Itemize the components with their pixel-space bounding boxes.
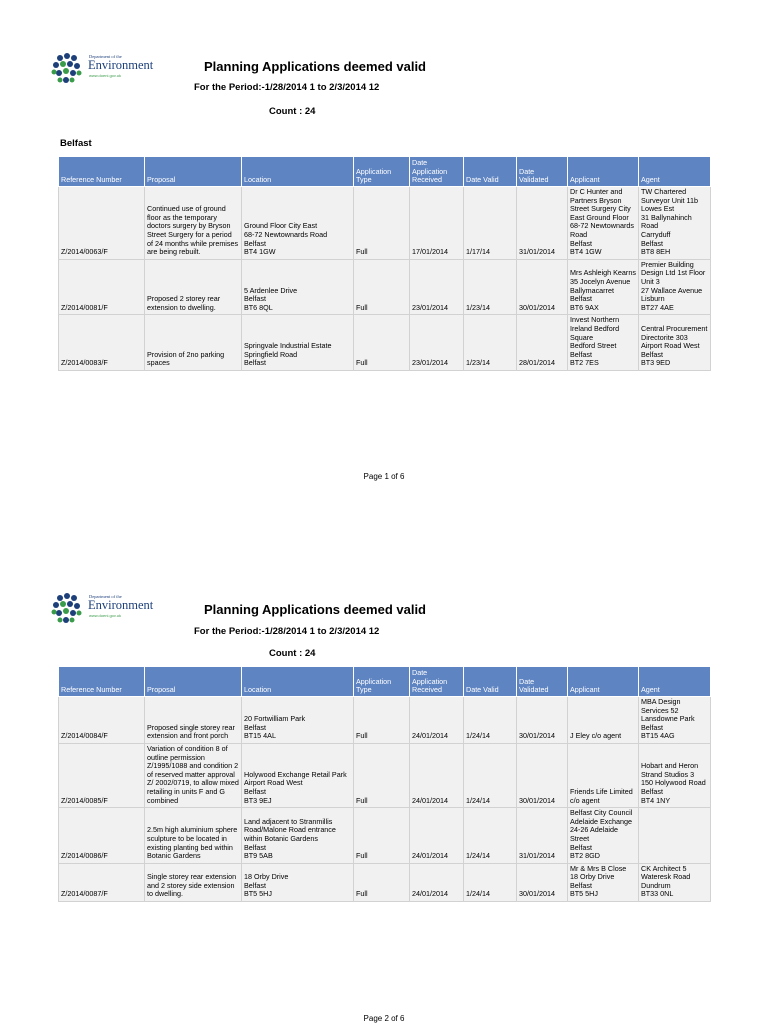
table-row: [59, 808, 711, 864]
column-header-applicant: Applicant: [568, 667, 639, 697]
column-header-agent: Agent: [639, 157, 711, 187]
logo-name-text: Environment: [88, 58, 154, 72]
cell-date-validated: 31/01/2014: [517, 808, 568, 864]
cell-applicant: Friends Life Limited c/o agent: [568, 743, 639, 807]
cell-application-type: Full: [354, 697, 410, 744]
cell-date-valid: 1/23/14: [464, 315, 517, 371]
cell-date-validated: 30/01/2014: [517, 259, 568, 315]
hexagon-cluster-icon: [50, 592, 86, 628]
column-header-proposal: Proposal: [145, 157, 242, 187]
logo-department-text: Department of the: [89, 54, 122, 59]
cell-location: Ground Floor City East 68-72 Newtownards Road Belfast BT4 1GW: [242, 187, 354, 260]
cell-application-type: Full: [354, 315, 410, 371]
table-header-row: [59, 157, 711, 187]
cell-reference: Z/2014/0063/F: [59, 187, 145, 260]
cell-location: 18 Orby Drive Belfast BT5 5HJ: [242, 863, 354, 901]
table-row: [59, 259, 711, 315]
cell-application-type: Full: [354, 863, 410, 901]
cell-date-valid: 1/23/14: [464, 259, 517, 315]
column-header-applicant: Applicant: [568, 157, 639, 187]
cell-date-received: 24/01/2014: [410, 863, 464, 901]
cell-date-valid: 1/17/14: [464, 187, 517, 260]
cell-proposal: 2.5m high aluminium sphere sculpture to be located in existing planting bed within Botanic Gardens: [145, 808, 242, 864]
cell-date-received: 24/01/2014: [410, 808, 464, 864]
cell-date-validated: 28/01/2014: [517, 315, 568, 371]
cell-date-valid: 1/24/14: [464, 697, 517, 744]
cell-location: Land adjacent to Stranmillis Road/Malone Road entrance within Botanic Gardens Belfast BT9 5AB: [242, 808, 354, 864]
cell-reference: Z/2014/0084/F: [59, 697, 145, 744]
column-header-reference: Reference Number: [59, 157, 145, 187]
hexagon-cluster-icon: [50, 52, 86, 88]
cell-applicant: Mrs Ashleigh Kearns 35 Jocelyn Avenue Ballymacarret Belfast BT6 9AX: [568, 259, 639, 315]
cell-proposal: Single storey rear extension and 2 storey side extension to dwelling.: [145, 863, 242, 901]
cell-application-type: Full: [354, 187, 410, 260]
cell-date-validated: 30/01/2014: [517, 697, 568, 744]
cell-proposal: Proposed 2 storey rear extension to dwelling.: [145, 259, 242, 315]
table-row: [59, 743, 711, 807]
cell-applicant: Dr C Hunter and Partners Bryson Street Surgery City East Ground Floor 68-72 Newtownards Road Belfast BT4 1GW: [568, 187, 639, 260]
report-title: Planning Applications deemed valid: [204, 602, 427, 617]
report-period: For the Period:-1/28/2014 1 to 2/3/2014 12: [194, 626, 380, 637]
page-number: Page 2 of 6: [363, 1014, 405, 1023]
column-header-date-valid: Date Valid: [464, 667, 517, 697]
applications-table: [58, 156, 711, 371]
cell-proposal: Proposed single storey rear extension and front porch: [145, 697, 242, 744]
cell-date-validated: 30/01/2014: [517, 743, 568, 807]
cell-agent: Central Procurement Directorite 303 Airport Road West Belfast BT3 9ED: [639, 315, 711, 371]
logo-url-text: www.doeni.gov.uk: [89, 73, 121, 78]
cell-date-received: 24/01/2014: [410, 743, 464, 807]
cell-date-received: 24/01/2014: [410, 697, 464, 744]
cell-agent: CK Architect 5 Wateresk Road Dundrum BT33 0NL: [639, 863, 711, 901]
column-header-proposal: Proposal: [145, 667, 242, 697]
cell-agent: MBA Design Services 52 Lansdowne Park Belfast BT15 4AG: [639, 697, 711, 744]
logo-url-text: www.doeni.gov.uk: [89, 613, 121, 618]
report-title: Planning Applications deemed valid: [204, 59, 427, 74]
column-header-reference: Reference Number: [59, 667, 145, 697]
report-count: Count : 24: [269, 648, 316, 659]
column-header-date-validated: Date Validated: [517, 157, 568, 187]
cell-applicant: Belfast City Council Adelaide Exchange 24-26 Adelaide Street Belfast BT2 8GD: [568, 808, 639, 864]
applications-table: [58, 666, 711, 902]
cell-date-received: 23/01/2014: [410, 259, 464, 315]
logo-department-text: Department of the: [89, 594, 122, 599]
cell-applicant: Invest Northern Ireland Bedford Square Bedford Street Belfast BT2 7ES: [568, 315, 639, 371]
department-logo: [50, 592, 162, 632]
cell-reference: Z/2014/0085/F: [59, 743, 145, 807]
column-header-date-validated: Date Validated: [517, 667, 568, 697]
cell-reference: Z/2014/0083/F: [59, 315, 145, 371]
section-heading: Belfast: [60, 138, 92, 149]
cell-location: Springvale Industrial Estate Springfield Road Belfast: [242, 315, 354, 371]
report-count: Count : 24: [269, 106, 316, 117]
cell-date-valid: 1/24/14: [464, 743, 517, 807]
cell-date-validated: 31/01/2014: [517, 187, 568, 260]
department-logo: [50, 52, 162, 92]
table-header-row: [59, 667, 711, 697]
cell-proposal: Variation of condition 8 of outline permission Z/1995/1088 and condition 2 of reserved matter approval Z/ 2002/0719, to allow mixed retailing in units F and G combined: [145, 743, 242, 807]
table-row: [59, 697, 711, 744]
column-header-date-valid: Date Valid: [464, 157, 517, 187]
column-header-location: Location: [242, 157, 354, 187]
column-header-application-type: Application Type: [354, 157, 410, 187]
cell-location: 5 Ardenlee Drive Belfast BT6 8QL: [242, 259, 354, 315]
cell-date-validated: 30/01/2014: [517, 863, 568, 901]
cell-date-valid: 1/24/14: [464, 863, 517, 901]
logo-name-text: Environment: [88, 598, 154, 612]
column-header-date-received: Date Application Received: [410, 157, 464, 187]
table-row: [59, 863, 711, 901]
document-page-2: [0, 540, 768, 1024]
cell-agent: [639, 808, 711, 864]
cell-applicant: J Eley c/o agent: [568, 697, 639, 744]
page-number: Page 1 of 6: [363, 472, 405, 481]
cell-proposal: Provision of 2no parking spaces: [145, 315, 242, 371]
table-row: [59, 315, 711, 371]
cell-applicant: Mr & Mrs B Close 18 Orby Drive Belfast BT5 5HJ: [568, 863, 639, 901]
cell-reference: Z/2014/0086/F: [59, 808, 145, 864]
column-header-agent: Agent: [639, 667, 711, 697]
cell-application-type: Full: [354, 743, 410, 807]
column-header-location: Location: [242, 667, 354, 697]
report-period: For the Period:-1/28/2014 1 to 2/3/2014 12: [194, 82, 380, 93]
cell-date-received: 17/01/2014: [410, 187, 464, 260]
column-header-application-type: Application Type: [354, 667, 410, 697]
cell-application-type: Full: [354, 259, 410, 315]
cell-reference: Z/2014/0081/F: [59, 259, 145, 315]
cell-date-valid: 1/24/14: [464, 808, 517, 864]
cell-date-received: 23/01/2014: [410, 315, 464, 371]
cell-proposal: Continued use of ground floor as the temporary doctors surgery by Bryson Street Surgery for a period of 24 months while premises are being rebuilt.: [145, 187, 242, 260]
cell-application-type: Full: [354, 808, 410, 864]
cell-location: 20 Fortwilliam Park Belfast BT15 4AL: [242, 697, 354, 744]
cell-location: Holywood Exchange Retail Park Airport Road West Belfast BT3 9EJ: [242, 743, 354, 807]
column-header-date-received: Date Application Received: [410, 667, 464, 697]
cell-agent: Hobart and Heron Strand Studios 3 150 Holywood Road Belfast BT4 1NY: [639, 743, 711, 807]
cell-agent: Premier Building Design Ltd 1st Floor Unit 3 27 Wallace Avenue Lisburn BT27 4AE: [639, 259, 711, 315]
cell-reference: Z/2014/0087/F: [59, 863, 145, 901]
table-row: [59, 187, 711, 260]
cell-agent: TW Chartered Surveyor Unit 11b Lowes Est 31 Ballynahinch Road Carryduff Belfast BT8 8EH: [639, 187, 711, 260]
